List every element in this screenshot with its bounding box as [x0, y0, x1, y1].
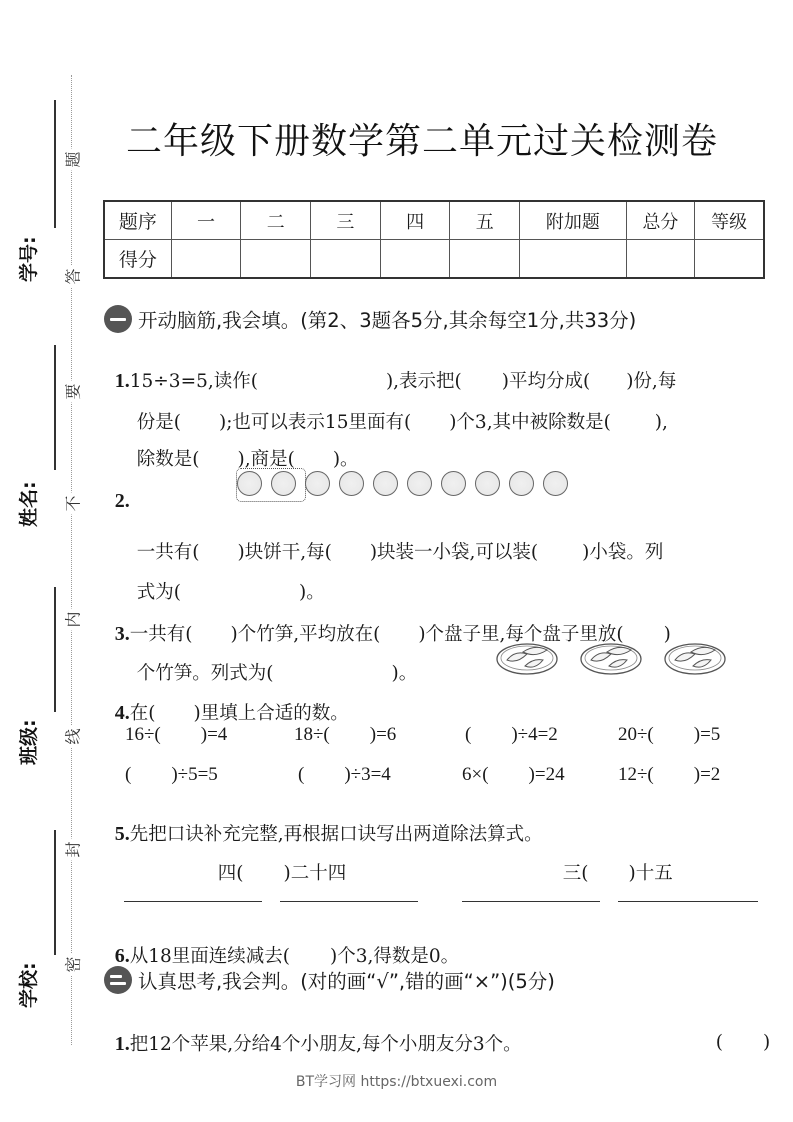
equation: ( )÷5=5 — [125, 764, 218, 785]
name-label: 姓名: — [18, 481, 40, 527]
class-label: 班级: — [18, 719, 40, 765]
question-2-line-1: 一共有( )块饼干,每( )块装一小袋,可以装( )小袋。列 — [136, 541, 664, 563]
seal-char: 不 — [61, 493, 84, 515]
name-line[interactable] — [54, 345, 56, 470]
section-number-badge-icon — [104, 305, 132, 333]
score-cell[interactable] — [171, 240, 241, 279]
student-id-line[interactable] — [54, 100, 56, 228]
page-title: 二年级下册数学第二单元过关检测卷 — [126, 121, 719, 162]
cookie-icon — [271, 471, 296, 496]
seal-char: 线 — [61, 726, 84, 748]
answer-line[interactable] — [280, 901, 418, 902]
score-table-score-row — [104, 240, 764, 279]
col-header: 二 — [241, 201, 311, 240]
score-table-header-row — [104, 201, 764, 240]
cookie-icon — [373, 471, 398, 496]
school-line[interactable] — [54, 830, 56, 955]
school-label: 学校: — [18, 962, 40, 1008]
question-5-prompt: 5.先把口诀补充完整,再根据口诀写出两道除法算式。 — [114, 822, 543, 845]
seal-char: 密 — [61, 954, 84, 976]
question-2-number: 2. — [114, 489, 130, 512]
cookie-icon — [543, 471, 568, 496]
question-1-line-1: 1.15÷3=5,读作( ),表示把( )平均分成( )份,每 — [114, 369, 677, 392]
seal-char: 封 — [61, 839, 84, 861]
col-header: 等级 — [695, 201, 764, 240]
cookie-row — [237, 471, 568, 496]
equation: 12÷( )=2 — [618, 764, 721, 785]
col-header: 一 — [171, 201, 241, 240]
question-number: 1. — [114, 369, 130, 392]
question-3-line-1: 3.一共有( )个竹笋,平均放在( )个盘子里,每个盘子里放( ) — [114, 622, 671, 645]
section-1-heading: 开动脑筋,我会填。(第2、3题各5分,其余每空1分,共33分) — [138, 309, 637, 332]
score-cell[interactable] — [311, 240, 381, 279]
question-3-line-2: 个竹笋。列式为( )。 — [136, 662, 418, 684]
cookie-icon — [475, 471, 500, 496]
section-number-badge-icon — [104, 966, 132, 994]
score-table — [103, 200, 765, 279]
plate-row — [495, 640, 727, 676]
col-header: 附加题 — [520, 201, 626, 240]
cookie-icon — [407, 471, 432, 496]
section-1-header — [104, 305, 636, 333]
col-header: 总分 — [626, 201, 695, 240]
equation: ( )÷4=2 — [465, 724, 558, 745]
col-header: 四 — [380, 201, 450, 240]
question-1-line-3: 除数是( ),商是( )。 — [136, 448, 359, 470]
score-cell[interactable] — [626, 240, 695, 279]
student-id-label: 学号: — [18, 236, 40, 282]
equation: 6×( )=24 — [462, 764, 565, 785]
bamboo-shoot-plate-icon — [579, 640, 643, 676]
answer-line[interactable] — [124, 901, 262, 902]
cookie-icon — [305, 471, 330, 496]
bamboo-shoot-plate-icon — [495, 640, 559, 676]
seal-char: 内 — [61, 609, 84, 631]
cookie-icon — [509, 471, 534, 496]
judge-answer-box[interactable]: ( ) — [715, 1031, 771, 1053]
cookie-icon — [441, 471, 466, 496]
equation: 16÷( )=4 — [125, 724, 228, 745]
seal-dotted-line — [71, 75, 72, 1045]
col-header: 五 — [450, 201, 520, 240]
bamboo-shoot-plate-icon — [663, 640, 727, 676]
equation: 20÷( )=5 — [618, 724, 721, 745]
rhyme: 三( )十五 — [562, 862, 673, 884]
answer-line[interactable] — [618, 901, 758, 902]
footer-watermark: BT学习网 https://btxuexi.com — [295, 1074, 498, 1090]
equation: 18÷( )=6 — [294, 724, 397, 745]
col-header: 三 — [311, 201, 381, 240]
question-4-prompt: 4.在( )里填上合适的数。 — [114, 701, 349, 724]
score-cell[interactable] — [380, 240, 450, 279]
header-row-label: 题序 — [104, 201, 171, 240]
class-line[interactable] — [54, 587, 56, 712]
score-cell[interactable] — [241, 240, 311, 279]
score-cell[interactable] — [695, 240, 764, 279]
section-2-header — [104, 966, 555, 994]
rhyme: 四( )二十四 — [217, 862, 347, 884]
equation: ( )÷3=4 — [298, 764, 391, 785]
cookie-icon — [339, 471, 364, 496]
score-row-label: 得分 — [104, 240, 171, 279]
judge-question-1: 1.把12个苹果,分给4个小朋友,每个小朋友分3个。 — [114, 1032, 522, 1055]
cookie-icon — [237, 471, 262, 496]
question-2-line-2: 式为( )。 — [136, 581, 325, 603]
section-2-heading: 认真思考,我会判。(对的画“√”,错的画“×”)(5分) — [138, 970, 555, 993]
answer-line[interactable] — [462, 901, 600, 902]
seal-char: 题 — [61, 149, 84, 171]
seal-char: 要 — [61, 381, 84, 403]
question-1-line-2: 份是( );也可以表示15里面有( )个3,其中被除数是( ), — [136, 411, 668, 433]
question-6: 6.从18里面连续减去( )个3,得数是0。 — [114, 944, 460, 967]
score-cell[interactable] — [450, 240, 520, 279]
seal-char: 答 — [61, 266, 84, 288]
score-cell[interactable] — [520, 240, 626, 279]
